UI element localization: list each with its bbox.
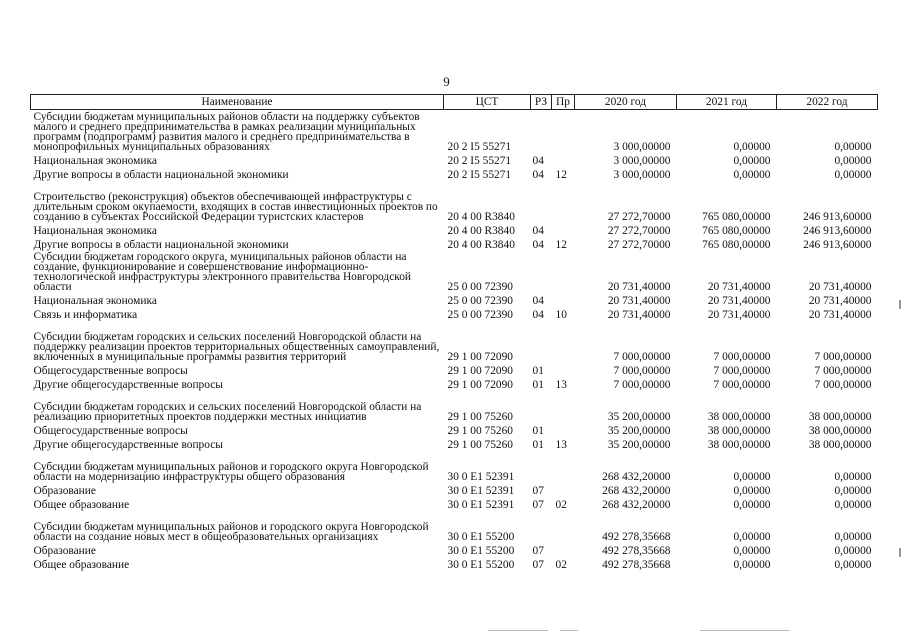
table-row bbox=[31, 250, 878, 292]
cell-name: Национальная экономика bbox=[33, 295, 157, 307]
cell-2021: 38 000,00000 bbox=[707, 425, 771, 436]
cell-cst: 30 0 E1 52391 bbox=[447, 471, 515, 482]
cell-pr bbox=[552, 320, 575, 362]
cell-2020: 27 272,70000 bbox=[607, 239, 671, 250]
cell-name: Субсидии бюджетам городских и сельских поселений Новгородской области на поддержку реализации проектов территориальных общественных самоуправлений, включенных в муниципальные программы развития территорий bbox=[33, 331, 440, 363]
table-row bbox=[31, 152, 878, 166]
cell-2021: 20 731,40000 bbox=[707, 295, 771, 306]
cell-cst: 20 4 00 R3840 bbox=[447, 211, 515, 222]
cell-name: Национальная экономика bbox=[33, 155, 157, 167]
cell-rz: 04 bbox=[532, 225, 544, 236]
cell-name: Субсидии бюджетам муниципальных районов области на поддержку субъектов малого и среднего предпринимательства в рамках реализации муниципальных программ (подпрограмм) развития малого и среднего предпринимательства в монопрофильных муниципальных образованиях bbox=[33, 111, 420, 153]
cell-name: Национальная экономика bbox=[33, 225, 157, 237]
cell-cst: 30 0 E1 55200 bbox=[447, 559, 515, 570]
cell-cst: 29 1 00 72090 bbox=[447, 351, 513, 362]
cell-2020: 268 432,20000 bbox=[602, 471, 671, 482]
scan-artifact bbox=[899, 548, 901, 557]
cell-name: Другие вопросы в области национальной экономики bbox=[33, 169, 289, 181]
cell-2021: 20 731,40000 bbox=[707, 309, 771, 320]
cell-2020: 268 432,20000 bbox=[602, 499, 671, 510]
cell-2022: 0,00000 bbox=[834, 471, 872, 482]
scan-artifact bbox=[560, 630, 578, 631]
cell-rz: 07 bbox=[532, 545, 544, 556]
cell-pr: 13 bbox=[555, 439, 567, 450]
table-row bbox=[31, 390, 878, 422]
cell-2022: 0,00000 bbox=[834, 155, 872, 166]
cell-cst: 29 1 00 72090 bbox=[447, 379, 513, 390]
cell-name: Строительство (реконструкция) объектов обеспечивающей инфраструктуры с длительным сроком окупаемости, входящих в состав инвестиционных проектов по созданию в субъектах Российской Федерации туристских кластеров bbox=[33, 191, 438, 223]
cell-pr bbox=[552, 422, 575, 436]
cell-rz bbox=[531, 250, 552, 292]
cell-pr bbox=[552, 510, 575, 542]
header-pr: Пр bbox=[552, 95, 575, 110]
table-row bbox=[31, 306, 878, 320]
cell-2020: 268 432,20000 bbox=[602, 485, 671, 496]
cell-2022: 0,00000 bbox=[834, 485, 872, 496]
table-row bbox=[31, 510, 878, 542]
cell-pr bbox=[552, 222, 575, 236]
header-cst: ЦСТ bbox=[444, 95, 531, 110]
cell-2021: 0,00000 bbox=[733, 499, 771, 510]
cell-cst: 30 0 E1 52391 bbox=[447, 499, 515, 510]
cell-2021: 765 080,00000 bbox=[702, 211, 771, 222]
table-body bbox=[31, 110, 878, 571]
cell-pr: 10 bbox=[555, 309, 567, 320]
cell-2022: 0,00000 bbox=[834, 169, 872, 180]
table-row bbox=[31, 422, 878, 436]
header-row bbox=[31, 95, 878, 110]
cell-2021: 7 000,00000 bbox=[713, 365, 771, 376]
cell-rz: 07 bbox=[532, 559, 544, 570]
cell-2020: 7 000,00000 bbox=[613, 379, 671, 390]
cell-name: Общее образование bbox=[33, 499, 130, 511]
cell-cst: 30 0 E1 55200 bbox=[447, 545, 515, 556]
cell-2020: 35 200,00000 bbox=[607, 439, 671, 450]
cell-rz: 01 bbox=[532, 379, 544, 390]
cell-2022: 0,00000 bbox=[834, 531, 872, 542]
cell-pr bbox=[552, 542, 575, 556]
cell-cst: 20 2 I5 55271 bbox=[447, 169, 512, 180]
table-header bbox=[31, 95, 878, 110]
cell-2022: 20 731,40000 bbox=[808, 281, 872, 292]
cell-pr bbox=[552, 292, 575, 306]
cell-2021: 765 080,00000 bbox=[702, 239, 771, 250]
cell-pr bbox=[552, 180, 575, 222]
cell-2022: 38 000,00000 bbox=[808, 439, 872, 450]
table-row bbox=[31, 166, 878, 180]
cell-2020: 7 000,00000 bbox=[613, 365, 671, 376]
cell-2020: 492 278,35668 bbox=[602, 545, 671, 556]
header-rz: РЗ bbox=[531, 95, 552, 110]
cell-pr: 12 bbox=[555, 239, 567, 250]
table-row bbox=[31, 482, 878, 496]
scan-artifact bbox=[488, 630, 548, 631]
cell-2020: 7 000,00000 bbox=[613, 351, 671, 362]
cell-pr bbox=[552, 250, 575, 292]
cell-name: Субсидии бюджетам муниципальных районов и городского округа Новгородской области на создание новых мест в общеобразовательных организациях bbox=[33, 521, 429, 543]
cell-2020: 27 272,70000 bbox=[607, 225, 671, 236]
cell-2020: 3 000,00000 bbox=[613, 141, 671, 152]
cell-2020: 3 000,00000 bbox=[613, 155, 671, 166]
cell-cst: 20 4 00 R3840 bbox=[447, 225, 515, 236]
cell-2022: 246 913,60000 bbox=[803, 239, 872, 250]
cell-rz: 04 bbox=[532, 169, 544, 180]
cell-2020: 35 200,00000 bbox=[607, 411, 671, 422]
cell-rz: 04 bbox=[532, 295, 544, 306]
cell-2020: 35 200,00000 bbox=[607, 425, 671, 436]
cell-2021: 0,00000 bbox=[733, 155, 771, 166]
cell-cst: 20 2 I5 55271 bbox=[447, 141, 512, 152]
table-row bbox=[31, 496, 878, 510]
cell-2021: 38 000,00000 bbox=[707, 411, 771, 422]
cell-rz: 04 bbox=[532, 155, 544, 166]
cell-rz bbox=[531, 510, 552, 542]
cell-name: Образование bbox=[33, 485, 96, 497]
cell-2021: 0,00000 bbox=[733, 559, 771, 570]
cell-rz bbox=[531, 110, 552, 153]
cell-2021: 0,00000 bbox=[733, 485, 771, 496]
cell-name: Другие общегосударственные вопросы bbox=[33, 439, 223, 451]
cell-cst: 20 4 00 R3840 bbox=[447, 239, 515, 250]
cell-2021: 0,00000 bbox=[733, 169, 771, 180]
cell-cst: 20 2 I5 55271 bbox=[447, 155, 512, 166]
cell-pr: 13 bbox=[555, 379, 567, 390]
cell-2020: 492 278,35668 bbox=[602, 559, 671, 570]
header-2020: 2020 год bbox=[575, 95, 677, 110]
table-row bbox=[31, 222, 878, 236]
cell-rz bbox=[531, 180, 552, 222]
cell-pr: 12 bbox=[555, 169, 567, 180]
table-row bbox=[31, 320, 878, 362]
cell-2021: 0,00000 bbox=[733, 545, 771, 556]
cell-name: Другие вопросы в области национальной экономики bbox=[33, 239, 289, 251]
cell-2020: 3 000,00000 bbox=[613, 169, 671, 180]
scan-artifact bbox=[700, 630, 790, 631]
cell-rz: 04 bbox=[532, 239, 544, 250]
cell-rz: 07 bbox=[532, 485, 544, 496]
cell-cst: 25 0 00 72390 bbox=[447, 281, 513, 292]
header-2022: 2022 год bbox=[777, 95, 878, 110]
table-row bbox=[31, 556, 878, 570]
cell-2021: 7 000,00000 bbox=[713, 379, 771, 390]
cell-rz: 01 bbox=[532, 425, 544, 436]
table-row bbox=[31, 542, 878, 556]
cell-rz: 01 bbox=[532, 439, 544, 450]
cell-pr bbox=[552, 482, 575, 496]
cell-name: Связь и информатика bbox=[33, 309, 138, 321]
cell-2021: 0,00000 bbox=[733, 141, 771, 152]
cell-name: Образование bbox=[33, 545, 96, 557]
table-row bbox=[31, 436, 878, 450]
cell-2022: 0,00000 bbox=[834, 545, 872, 556]
cell-2021: 0,00000 bbox=[733, 531, 771, 542]
cell-cst: 30 0 E1 55200 bbox=[447, 531, 515, 542]
page-number: 9 bbox=[443, 74, 450, 89]
cell-name: Общее образование bbox=[33, 559, 130, 571]
cell-cst: 25 0 00 72390 bbox=[447, 309, 513, 320]
header-2021: 2021 год bbox=[677, 95, 777, 110]
cell-2021: 765 080,00000 bbox=[702, 225, 771, 236]
cell-2021: 0,00000 bbox=[733, 471, 771, 482]
cell-rz: 07 bbox=[532, 499, 544, 510]
cell-2020: 27 272,70000 bbox=[607, 211, 671, 222]
table-row bbox=[31, 292, 878, 306]
cell-pr: 02 bbox=[555, 499, 567, 510]
cell-2020: 492 278,35668 bbox=[602, 531, 671, 542]
scan-artifact bbox=[899, 300, 901, 309]
header-name: Наименование bbox=[31, 95, 444, 110]
cell-rz bbox=[531, 320, 552, 362]
cell-2020: 20 731,40000 bbox=[607, 295, 671, 306]
cell-name: Другие общегосударственные вопросы bbox=[33, 379, 223, 391]
cell-rz: 01 bbox=[532, 365, 544, 376]
cell-cst: 25 0 00 72390 bbox=[447, 295, 513, 306]
table-row bbox=[31, 110, 878, 153]
cell-cst: 30 0 E1 52391 bbox=[447, 485, 515, 496]
cell-pr bbox=[552, 110, 575, 153]
cell-2022: 0,00000 bbox=[834, 499, 872, 510]
cell-2022: 0,00000 bbox=[834, 141, 872, 152]
table-row bbox=[31, 180, 878, 222]
cell-cst: 29 1 00 75260 bbox=[447, 411, 513, 422]
cell-2022: 0,00000 bbox=[834, 559, 872, 570]
cell-pr bbox=[552, 152, 575, 166]
cell-2021: 38 000,00000 bbox=[707, 439, 771, 450]
cell-name: Субсидии бюджетам городских и сельских поселений Новгородской области на реализацию приоритетных проектов поддержки местных инициатив bbox=[33, 401, 422, 423]
cell-pr: 02 bbox=[555, 559, 567, 570]
cell-rz bbox=[531, 390, 552, 422]
budget-table bbox=[30, 94, 878, 570]
cell-name: Общегосударственные вопросы bbox=[33, 365, 188, 377]
cell-2022: 246 913,60000 bbox=[803, 225, 872, 236]
table-row bbox=[31, 362, 878, 376]
cell-2020: 20 731,40000 bbox=[607, 309, 671, 320]
cell-2022: 20 731,40000 bbox=[808, 309, 872, 320]
cell-2022: 20 731,40000 bbox=[808, 295, 872, 306]
cell-2022: 7 000,00000 bbox=[814, 351, 872, 362]
cell-2020: 20 731,40000 bbox=[607, 281, 671, 292]
cell-pr bbox=[552, 362, 575, 376]
cell-2022: 7 000,00000 bbox=[814, 365, 872, 376]
table-row bbox=[31, 450, 878, 482]
cell-pr bbox=[552, 450, 575, 482]
cell-2022: 38 000,00000 bbox=[808, 411, 872, 422]
table-row bbox=[31, 376, 878, 390]
cell-rz: 04 bbox=[532, 309, 544, 320]
cell-2021: 20 731,40000 bbox=[707, 281, 771, 292]
cell-2022: 246 913,60000 bbox=[803, 211, 872, 222]
cell-cst: 29 1 00 75260 bbox=[447, 425, 513, 436]
cell-pr bbox=[552, 390, 575, 422]
cell-name: Субсидии бюджетам муниципальных районов и городского округа Новгородской области на модернизацию инфраструктуры общего образования bbox=[33, 461, 429, 483]
cell-cst: 29 1 00 75260 bbox=[447, 439, 513, 450]
cell-2022: 38 000,00000 bbox=[808, 425, 872, 436]
table-row bbox=[31, 236, 878, 250]
cell-rz bbox=[531, 450, 552, 482]
cell-name: Субсидии бюджетам городского округа, муниципальных районов области на создание, функционирование и совершенствование информационно-технологической инфраструктуры электронного правительства Новгородской области bbox=[33, 251, 411, 293]
cell-name: Общегосударственные вопросы bbox=[33, 425, 188, 437]
cell-2022: 7 000,00000 bbox=[814, 379, 872, 390]
cell-cst: 29 1 00 72090 bbox=[447, 365, 513, 376]
cell-2021: 7 000,00000 bbox=[713, 351, 771, 362]
